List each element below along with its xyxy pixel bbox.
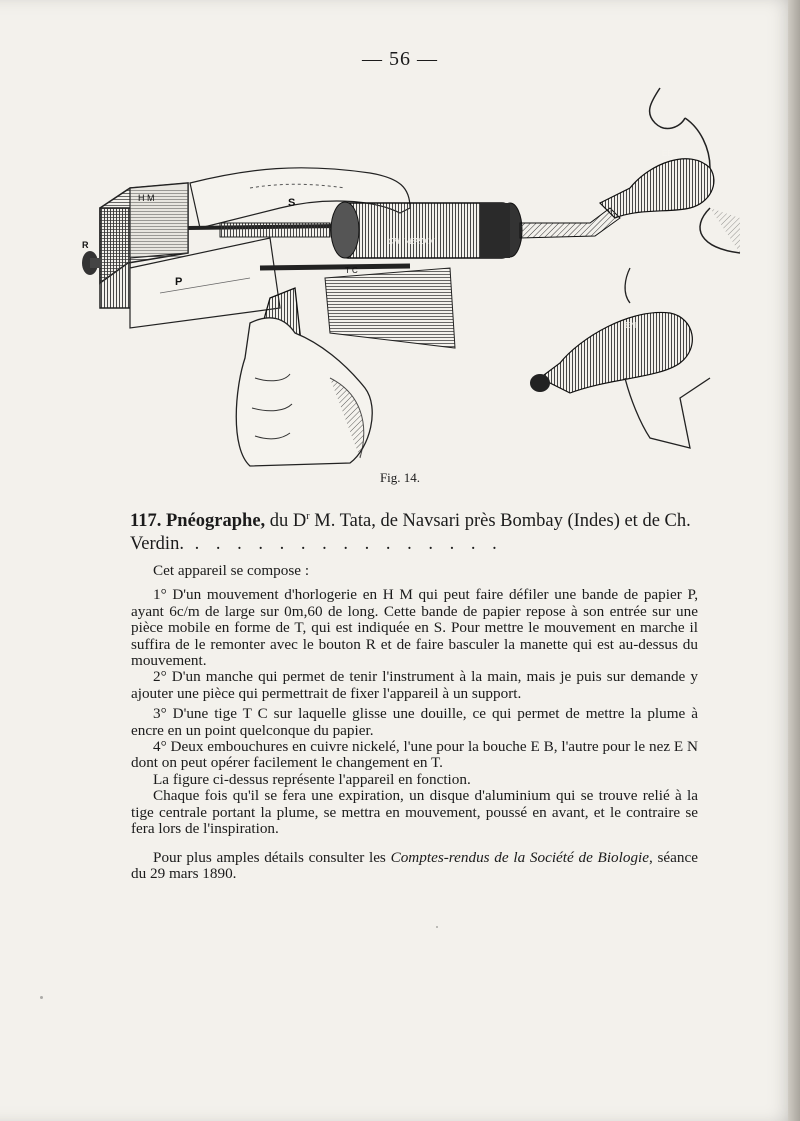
section-byline-sup: r — [306, 511, 310, 522]
paragraph-7-end: , séance du 29 mars 1890. — [131, 848, 698, 882]
body-text — [131, 563, 698, 882]
section-heading — [130, 505, 720, 556]
label-en: EN — [625, 321, 637, 330]
page-number: — 56 — — [362, 48, 438, 70]
section-byline-rest: M. Tata, de Navsari près Bombay (Indes) et de Ch. Verdin. — [130, 511, 691, 555]
section-number: 117. — [130, 511, 162, 532]
mouthpiece-mouth — [600, 88, 740, 253]
paragraph-4: 4° Deux embouchures en cuivre nickelé, l'une pour la bouche E B, l'autre pour le nez E N dont on peut opérer facilement le changement en T. — [131, 738, 698, 772]
section-title: Pnéographe, — [165, 511, 266, 532]
label-p: P — [175, 276, 183, 288]
label-tc: T C — [345, 266, 358, 275]
paragraph-6: Chaque fois qu'il se fera une expiration, un disque d'aluminium qui se trouve relié à la tige centrale portant la plume, se mettra en mouvement, poussé en avant, et le contraire se fera lors de l'inspiration. — [131, 787, 698, 838]
label-eb: EB — [662, 149, 673, 158]
label-s: S — [288, 197, 296, 209]
section-byline: du D — [265, 511, 307, 532]
paragraph-5: La figure ci-dessus représente l'appareil en fonction. — [153, 770, 471, 788]
paragraph-7-italic: Comptes-rendus de la Société de Biologie — [390, 848, 649, 866]
section-dots: . . . . . . . . . . . . . . . — [183, 534, 503, 555]
page-edge — [788, 0, 800, 1121]
paragraph-7-start: Pour plus amples détails consulter les — [153, 848, 391, 866]
label-m: M — [270, 355, 277, 364]
label-verdin: CH. VERDIN — [388, 237, 435, 246]
paper-speck — [436, 926, 438, 928]
expiration-cylinder — [331, 202, 522, 258]
paragraph-2: 2° D'un manche qui permet de tenir l'instrument à la main, mais je puis sur demande y ajouter une pièce qui permettrait de fixer l'appareil à un support. — [131, 668, 698, 702]
paragraph-3: 3° D'une tige T C sur laquelle glisse une douille, ce qui permet de mettre la plume à encre en un point quelconque du papier. — [131, 705, 698, 739]
paragraph-7 — [131, 850, 698, 883]
label-hm: H M — [138, 193, 155, 203]
paper-speck — [40, 996, 43, 999]
mouthpiece-nose — [530, 268, 710, 448]
pneographe-engraving — [70, 78, 750, 468]
label-r: R — [82, 240, 89, 250]
figure-pneographe — [70, 78, 750, 468]
paragraph-intro: Cet appareil se compose : — [153, 562, 310, 579]
winding-knob — [82, 251, 102, 275]
figure-caption: Fig. 14. — [379, 470, 421, 485]
paragraph-1: 1° D'un mouvement d'horlogerie en H M qui peut faire défiler une bande de papier P, ayant 6c/m de large sur 0m,60 de long. Cette bande de papier repose à son entrée sur une pièce mobile en forme de T, qui est indiquée en S. Pour mettre le mouvement en marche il suffira de le remonter avec le bouton R et de faire basculer la manette qui est au-dessus du mouvement. — [131, 586, 698, 670]
